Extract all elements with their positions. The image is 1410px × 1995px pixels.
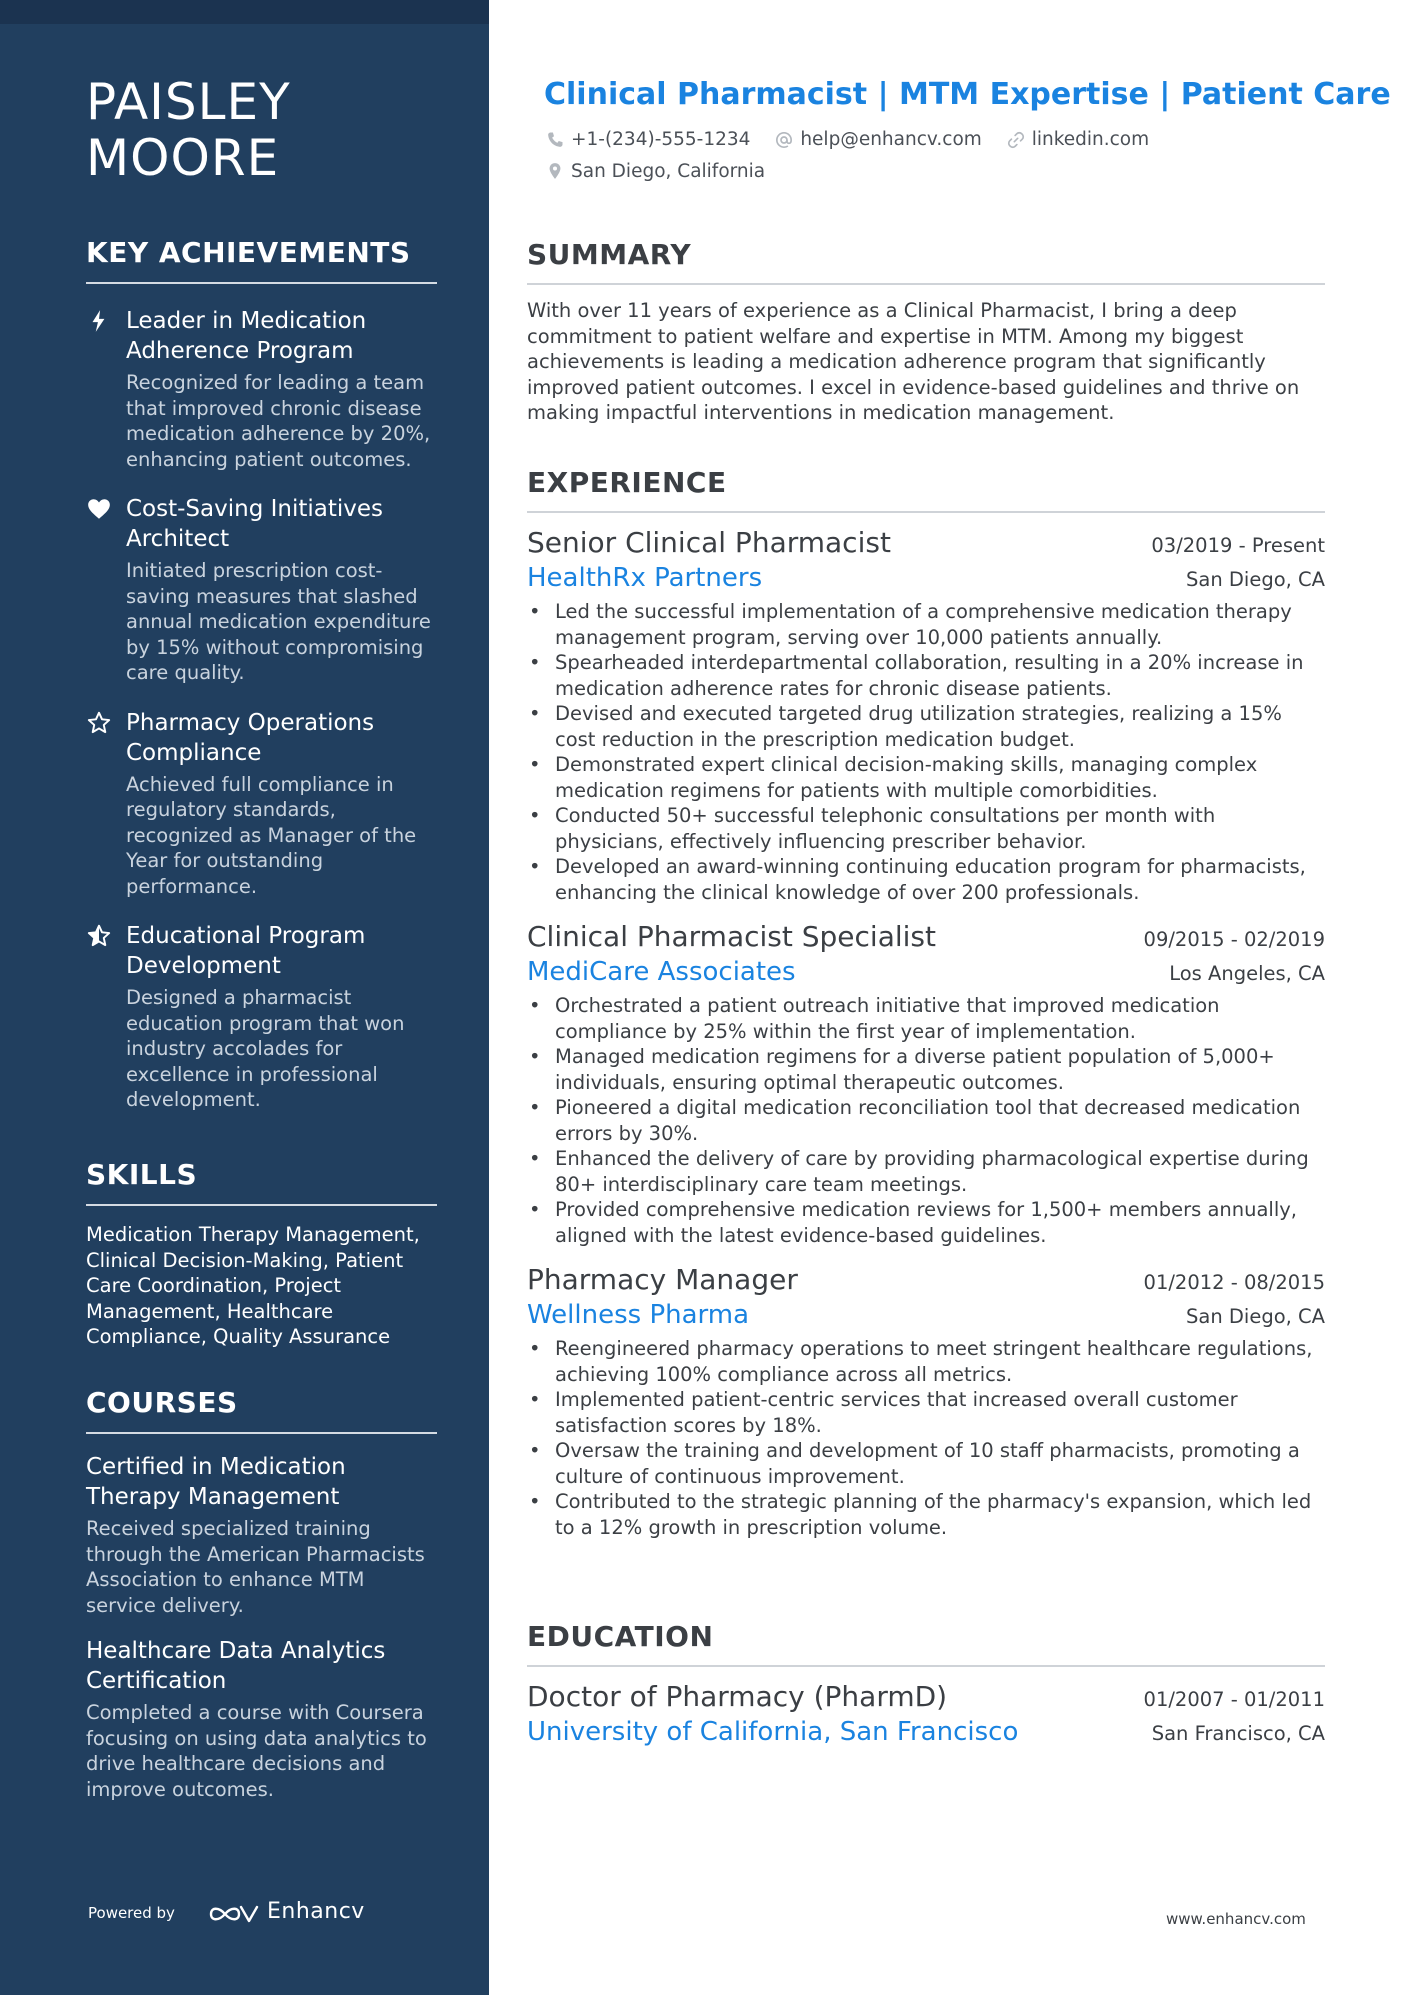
- job-company: MediCare Associates: [527, 957, 796, 987]
- email-contact[interactable]: [774, 126, 981, 153]
- powered-by-label: Powered by: [88, 1904, 175, 1922]
- at-icon: [774, 130, 794, 150]
- job-bullets: [527, 599, 1325, 905]
- course-item: [86, 1452, 437, 1618]
- job-bullets: [527, 993, 1325, 1248]
- sidebar: [0, 0, 489, 1995]
- job-bullet: • Spearheaded interdepartmental collaboration, resulting in a 20% increase in medication adherence rates for chronic disease patients.: [527, 650, 1325, 701]
- job-company: HealthRx Partners: [527, 563, 763, 593]
- education-entry: [527, 1679, 1325, 1749]
- candidate-name: PAISLEY MOORE: [86, 73, 291, 187]
- job-bullet: • Orchestrated a patient outreach initiative that improved medication compliance by 25% within the first year of implementation.: [527, 993, 1325, 1044]
- experience-section: [527, 466, 1325, 1540]
- education-degree: Doctor of Pharmacy (PharmD): [527, 1680, 948, 1713]
- education-section: [527, 1620, 1325, 1749]
- achievement-item: [86, 708, 437, 900]
- phone-contact[interactable]: [545, 126, 750, 153]
- course-title: Certified in Medication Therapy Management: [86, 1454, 346, 1510]
- key-achievements-section: [86, 236, 437, 1113]
- contact-info: [545, 126, 1167, 189]
- location-contact: [545, 158, 765, 185]
- headline: Clinical Pharmacist | MTM Expertise | Patient Care: [544, 77, 1391, 112]
- job-bullet: • Led the successful implementation of a comprehensive medication therapy management program, serving over 10,000 patients annually.: [527, 599, 1325, 650]
- summary-section: [527, 238, 1325, 426]
- star-half-icon: [86, 923, 112, 949]
- job-entry: [527, 525, 1325, 905]
- summary-heading: SUMMARY: [527, 238, 1325, 285]
- job-bullet: • Oversaw the training and development of 10 staff pharmacists, promoting a culture of continuous improvement.: [527, 1438, 1325, 1489]
- location-text: San Diego, California: [571, 160, 766, 182]
- courses-section: [86, 1386, 437, 1802]
- job-dates: 01/2012 - 08/2015: [1143, 1271, 1325, 1294]
- job-location: Los Angeles, CA: [1169, 962, 1325, 985]
- achievement-description: Achieved full compliance in regulatory standards, recognized as Manager of the Year for outstanding performance.: [126, 772, 417, 898]
- job-role: Senior Clinical Pharmacist: [527, 526, 891, 559]
- achievement-title: Leader in Medication Adherence Program: [126, 308, 367, 364]
- job-dates: 03/2019 - Present: [1151, 534, 1325, 557]
- education-heading: EDUCATION: [527, 1620, 1325, 1667]
- job-bullet: • Enhanced the delivery of care by providing pharmacological expertise during 80+ interdisciplinary care team meetings.: [527, 1146, 1325, 1197]
- location-pin-icon: [545, 161, 565, 181]
- job-entry: [527, 919, 1325, 1248]
- job-bullet: • Developed an award-winning continuing education program for pharmacists, enhancing the clinical knowledge of over 200 professionals.: [527, 854, 1325, 905]
- job-bullet: • Reengineered pharmacy operations to meet stringent healthcare regulations, achieving 100% compliance across all metrics.: [527, 1336, 1325, 1387]
- job-bullet: • Devised and executed targeted drug utilization strategies, realizing a 15% cost reduction in the prescription medication budget.: [527, 701, 1325, 752]
- achievement-item: [86, 921, 437, 1113]
- achievement-item: [86, 494, 437, 686]
- bolt-icon: [86, 308, 112, 334]
- achievement-item: [86, 306, 437, 472]
- key-achievements-heading: KEY ACHIEVEMENTS: [86, 236, 437, 284]
- course-description: Completed a course with Coursera focusing on using data analytics to drive healthcare decisions and improve outcomes.: [86, 1701, 427, 1801]
- course-title: Healthcare Data Analytics Certification: [86, 1638, 386, 1694]
- enhancv-brand-name: Enhancv: [267, 1899, 365, 1924]
- job-entry: [527, 1262, 1325, 1540]
- enhancv-logo-icon: [207, 1900, 259, 1928]
- email-text: help@enhancv.com: [800, 129, 982, 150]
- achievement-description: Recognized for leading a team that improved chronic disease medication adherence by 20%, enhancing patient outcomes.: [126, 371, 431, 471]
- job-bullets: [527, 1336, 1325, 1540]
- education-school: University of California, San Francisco: [527, 1717, 1019, 1747]
- courses-heading: COURSES: [86, 1386, 437, 1434]
- job-location: San Diego, CA: [1186, 1305, 1325, 1328]
- education-dates: 01/2007 - 01/2011: [1143, 1688, 1325, 1711]
- star-outline-icon: [86, 710, 112, 736]
- job-location: San Diego, CA: [1186, 568, 1325, 591]
- skills-section: [86, 1158, 437, 1350]
- skills-list: Medication Therapy Management, Clinical Decision-Making, Patient Care Coordination, Project Management, Healthcare Compliance, Quality Assurance: [86, 1223, 420, 1348]
- achievement-description: Initiated prescription cost-saving measures that slashed annual medication expenditure by 15% without compromising care quality.: [126, 559, 431, 684]
- job-dates: 09/2015 - 02/2019: [1143, 928, 1325, 951]
- course-description: Received specialized training through the American Pharmacists Association to enhance MTM service delivery.: [86, 1517, 425, 1617]
- job-bullet: • Contributed to the strategic planning of the pharmacy's expansion, which led to a 12% growth in prescription volume.: [527, 1489, 1325, 1540]
- sidebar-top-bar: [0, 0, 489, 24]
- linkedin-text: linkedin.com: [1031, 129, 1150, 150]
- job-role: Pharmacy Manager: [527, 1263, 798, 1296]
- skills-heading: SKILLS: [86, 1158, 437, 1206]
- job-company: Wellness Pharma: [527, 1300, 750, 1330]
- phone-text: +1-(234)-555-1234: [571, 129, 751, 150]
- course-item: [86, 1636, 437, 1802]
- job-bullet: • Pioneered a digital medication reconciliation tool that decreased medication errors by 30%.: [527, 1095, 1325, 1146]
- summary-text: With over 11 years of experience as a Clinical Pharmacist, I bring a deep commitment to patient welfare and expertise in MTM. Among my biggest achievements is leading a medication adherence program that significantly improved patient outcomes. I excel in evidence-based guidelines and thrive on making impactful interventions in medication management.: [527, 299, 1300, 424]
- education-location: San Francisco, CA: [1151, 1722, 1325, 1745]
- job-bullet: • Implemented patient-centric services that increased overall customer satisfaction scores by 18%.: [527, 1387, 1325, 1438]
- phone-icon: [545, 130, 565, 150]
- heart-icon: [86, 496, 112, 522]
- linkedin-contact[interactable]: [1006, 126, 1149, 153]
- achievement-title: Educational Program Development: [126, 923, 366, 979]
- job-bullet: • Provided comprehensive medication reviews for 1,500+ members annually, aligned with the latest evidence-based guidelines.: [527, 1197, 1325, 1248]
- job-role: Clinical Pharmacist Specialist: [527, 920, 936, 953]
- achievement-title: Cost-Saving Initiatives Architect: [126, 496, 384, 552]
- achievement-description: Designed a pharmacist education program that won industry accolades for excellence in professional development.: [126, 986, 405, 1111]
- job-bullet: • Conducted 50+ successful telephonic consultations per month with physicians, effectively influencing prescriber behavior.: [527, 803, 1325, 854]
- job-bullet: • Managed medication regimens for a diverse patient population of 5,000+ individuals, ensuring optimal therapeutic outcomes.: [527, 1044, 1325, 1095]
- achievement-title: Pharmacy Operations Compliance: [126, 709, 375, 766]
- link-icon: [1006, 130, 1026, 150]
- footer-url[interactable]: www.enhancv.com: [1166, 1910, 1306, 1928]
- experience-heading: EXPERIENCE: [527, 466, 1325, 513]
- job-bullet: • Demonstrated expert clinical decision-making skills, managing complex medication regimens for patients with multiple comorbidities.: [527, 752, 1325, 803]
